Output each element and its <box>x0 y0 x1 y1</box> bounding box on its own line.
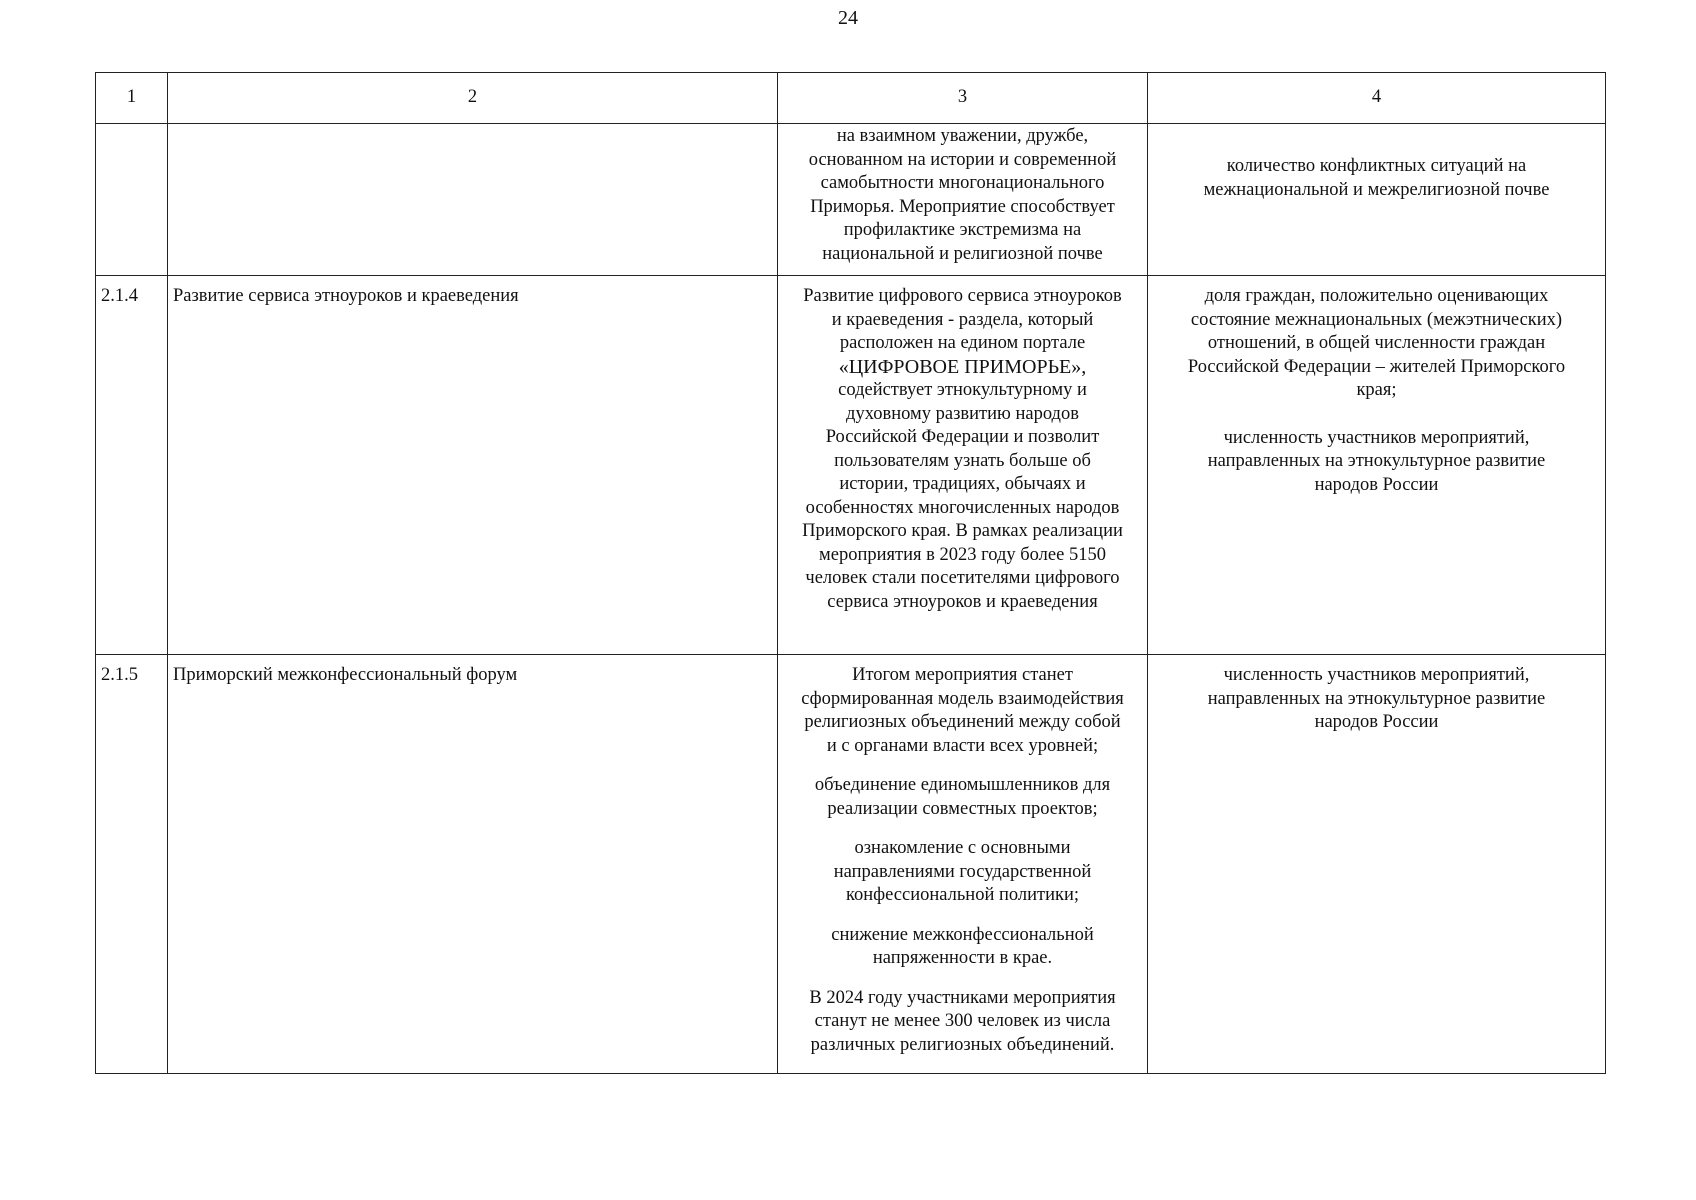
row-214-desc-line: расположен на едином портале <box>839 333 1086 353</box>
row-214-desc-line: пользователям узнать больше об <box>834 450 1091 471</box>
row-214-desc-line: мероприятия в 2023 году более 5150 <box>819 544 1106 565</box>
row-215-desc-line: различных религиозных объединений. <box>810 1034 1115 1055</box>
row-215-ind-line: направленных на этнокультурное развитие <box>1207 688 1546 709</box>
cont-ind-line: межнациональной и межрелигиозной почве <box>1203 179 1550 200</box>
row-215-description-cell <box>778 655 1148 1074</box>
row-215-desc-line: В 2024 году участниками мероприятия <box>809 987 1116 1008</box>
row-214-ind2-line: народов России <box>1314 474 1439 495</box>
cont-desc-line: национальной и религиозной почве <box>822 243 1103 264</box>
row-214-description-cell <box>778 276 1148 655</box>
row-214-ind2-line: численность участников мероприятий, <box>1223 427 1530 448</box>
row-215-desc-paragraph <box>783 774 1142 821</box>
page-number: 24 <box>838 7 858 29</box>
row-215-desc-paragraph <box>783 987 1142 1058</box>
row-214-ind1-line: Российской Федерации – жителей Приморского <box>1187 356 1566 377</box>
row-215-ind-line: народов России <box>1314 712 1439 732</box>
row-215-desc-line: напряженности в крае. <box>872 948 1053 968</box>
cont-desc-line: профилактике экстремизма на <box>843 220 1082 240</box>
row-214-indicator-cell <box>1148 276 1606 655</box>
row-214-desc-line: Приморского края. В рамках реализации <box>802 521 1123 541</box>
header-col-3: 3 <box>778 73 1148 124</box>
row-215-number: 2.1.5 <box>96 655 168 1074</box>
header-col-4: 4 <box>1148 73 1606 124</box>
row-215-ind-line: численность участников мероприятий, <box>1223 665 1530 685</box>
row-215-desc-line: религиозных объединений между собой <box>804 712 1121 732</box>
row-214-ind2-line: направленных на этнокультурное развитие <box>1207 451 1546 471</box>
row-215-desc-paragraph <box>783 924 1142 971</box>
row-215-desc-line: и с органами власти всех уровней; <box>826 735 1099 756</box>
cont-desc-line: Приморья. Мероприятие способствует <box>810 196 1115 217</box>
row-214-desc-line: Российской Федерации и позволит <box>825 427 1100 447</box>
cont-ind-line: количество конфликтных ситуаций на <box>1226 156 1527 176</box>
cont-indicator-cell <box>1148 124 1606 276</box>
row-215-desc-line: ознакомление с основными <box>854 838 1071 858</box>
row-214-number: 2.1.4 <box>96 276 168 655</box>
row-214-desc-line: духовному развитию народов <box>846 403 1079 424</box>
row-214-desc-line: человек стали посетителями цифрового <box>805 568 1120 588</box>
row-214-portal-name: «ЦИФРОВОЕ ПРИМОРЬЕ», <box>838 355 1087 378</box>
measures-table <box>95 72 1606 1074</box>
table-header-row <box>96 73 1606 124</box>
row-215-desc-line: снижение межконфессиональной <box>831 924 1094 945</box>
row-215-desc-line: объединение единомышленников для <box>814 775 1111 795</box>
cont-desc-line: самобытности многонационального <box>820 173 1105 193</box>
row-215-desc-line: сформированная модель взаимодействия <box>801 688 1124 709</box>
row-215-desc-paragraph <box>783 664 1142 758</box>
row-214-desc-line: сервиса этноуроков и краеведения <box>827 591 1098 612</box>
row-214-desc-line: истории, традициях, обычаях и <box>839 474 1086 494</box>
row-214-ind1-line: края; <box>1356 380 1397 400</box>
row-215-desc-paragraph <box>783 837 1142 908</box>
row-214-name: Развитие сервиса этноуроков и краеведения <box>168 276 778 655</box>
row-215-name: Приморский межконфессиональный форум <box>168 655 778 1074</box>
row-215-desc-line: реализации совместных проектов; <box>827 798 1098 819</box>
row-215-desc-line: станут не менее 300 человек из числа <box>814 1011 1111 1031</box>
row-214-ind1-line: состояние межнациональных (межэтнических) <box>1190 309 1563 330</box>
header-col-1: 1 <box>96 73 168 124</box>
row-215-desc-line: направлениями государственной <box>833 861 1092 882</box>
row-215-desc-line: конфессиональной политики; <box>845 885 1080 905</box>
cont-desc-line: на взаимном уважении, дружбе, <box>836 126 1089 146</box>
row-215-indicator-cell <box>1148 655 1606 1074</box>
row-214-desc-line: и краеведения - раздела, который <box>831 309 1094 330</box>
row-214-ind1-line: отношений, в общей численности граждан <box>1207 333 1546 353</box>
cont-name-cell <box>168 124 778 276</box>
row-215-desc-line: Итогом мероприятия станет <box>852 665 1073 685</box>
cont-desc-line: основанном на истории и современной <box>808 149 1117 170</box>
table-row-continuation <box>96 124 1606 276</box>
row-214-desc-line: особенностях многочисленных народов <box>805 497 1120 518</box>
cont-description-cell <box>778 124 1148 276</box>
table-row-2-1-5 <box>96 655 1606 1074</box>
row-214-desc-line: содействует этнокультурному и <box>838 380 1087 400</box>
header-col-2: 2 <box>168 73 778 124</box>
cont-number-cell <box>96 124 168 276</box>
table-row-2-1-4 <box>96 276 1606 655</box>
row-214-ind1-line: доля граждан, положительно оценивающих <box>1204 286 1549 306</box>
row-214-desc-line: Развитие цифрового сервиса этноуроков <box>803 286 1122 306</box>
